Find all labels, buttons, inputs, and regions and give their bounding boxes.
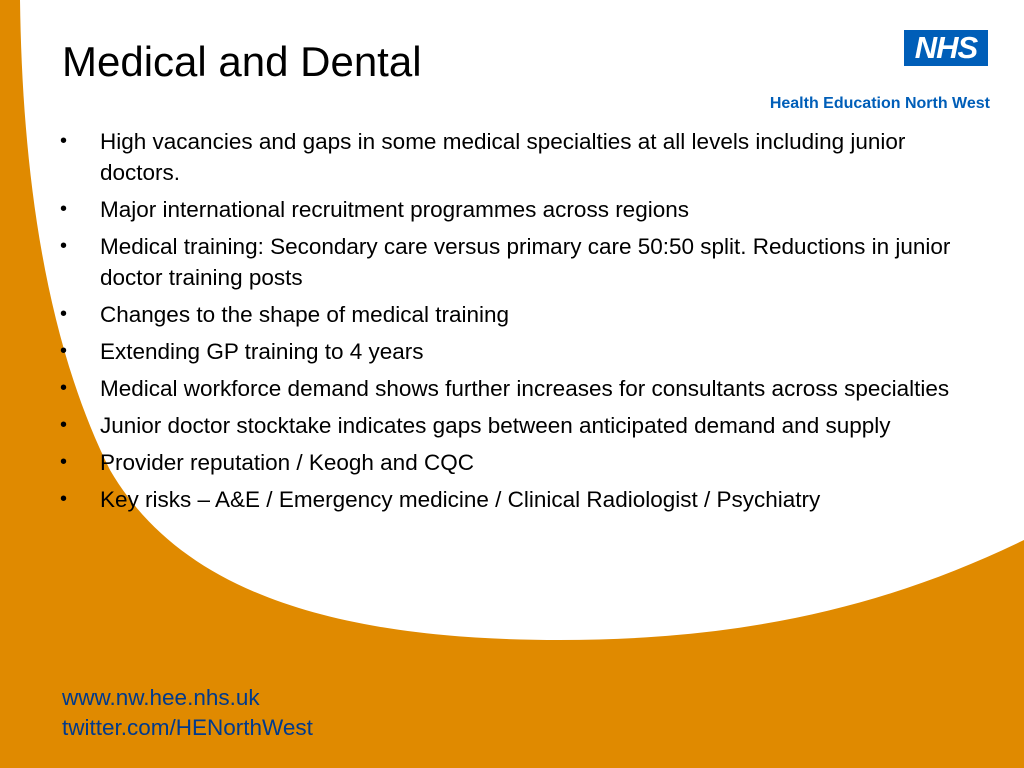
bullet-text: Provider reputation / Keogh and CQC xyxy=(100,450,474,475)
bullet-text: Key risks – A&E / Emergency medicine / Clinical Radiologist / Psychiatry xyxy=(100,487,821,512)
bullet-mark: • xyxy=(60,340,68,362)
bullet-mark: • xyxy=(60,235,68,257)
bullet-mark: • xyxy=(60,303,68,325)
bullet-item xyxy=(60,126,960,188)
bullet-item xyxy=(60,410,960,441)
nhs-logo xyxy=(750,30,990,120)
footer-links xyxy=(62,683,313,743)
bullet-list xyxy=(60,126,960,521)
nhs-badge-text: NHS xyxy=(914,30,978,65)
bullet-text: Medical training: Secondary care versus primary care 50:50 split. Reductions in junior doctor training posts xyxy=(100,234,951,290)
bullet-mark: • xyxy=(60,451,68,473)
bullet-item xyxy=(60,373,960,404)
bullet-item xyxy=(60,447,960,478)
bullet-item xyxy=(60,231,960,293)
bullet-text: Junior doctor stocktake indicates gaps between anticipated demand and supply xyxy=(100,413,891,438)
bullet-text: Changes to the shape of medical training xyxy=(100,302,510,327)
bullet-text: Major international recruitment programmes across regions xyxy=(100,197,689,222)
bullet-item xyxy=(60,299,960,330)
bullet-text: High vacancies and gaps in some medical specialties at all levels including junior doctors. xyxy=(100,129,906,185)
bullet-item xyxy=(60,484,960,515)
slide-title: Medical and Dental xyxy=(62,38,422,85)
bullet-text: Extending GP training to 4 years xyxy=(100,339,424,364)
bullet-text: Medical workforce demand shows further increases for consultants across specialties xyxy=(100,376,950,401)
twitter-link[interactable]: twitter.com/HENorthWest xyxy=(62,715,313,740)
bullet-mark: • xyxy=(60,414,68,436)
bullet-mark: • xyxy=(60,198,68,220)
bullet-mark: • xyxy=(60,130,68,152)
bullet-item xyxy=(60,194,960,225)
website-link[interactable]: www.nw.hee.nhs.uk xyxy=(62,685,260,710)
org-name: Health Education North West xyxy=(769,95,990,112)
bullet-mark: • xyxy=(60,377,68,399)
bullet-item xyxy=(60,336,960,367)
bullet-mark: • xyxy=(60,488,68,510)
